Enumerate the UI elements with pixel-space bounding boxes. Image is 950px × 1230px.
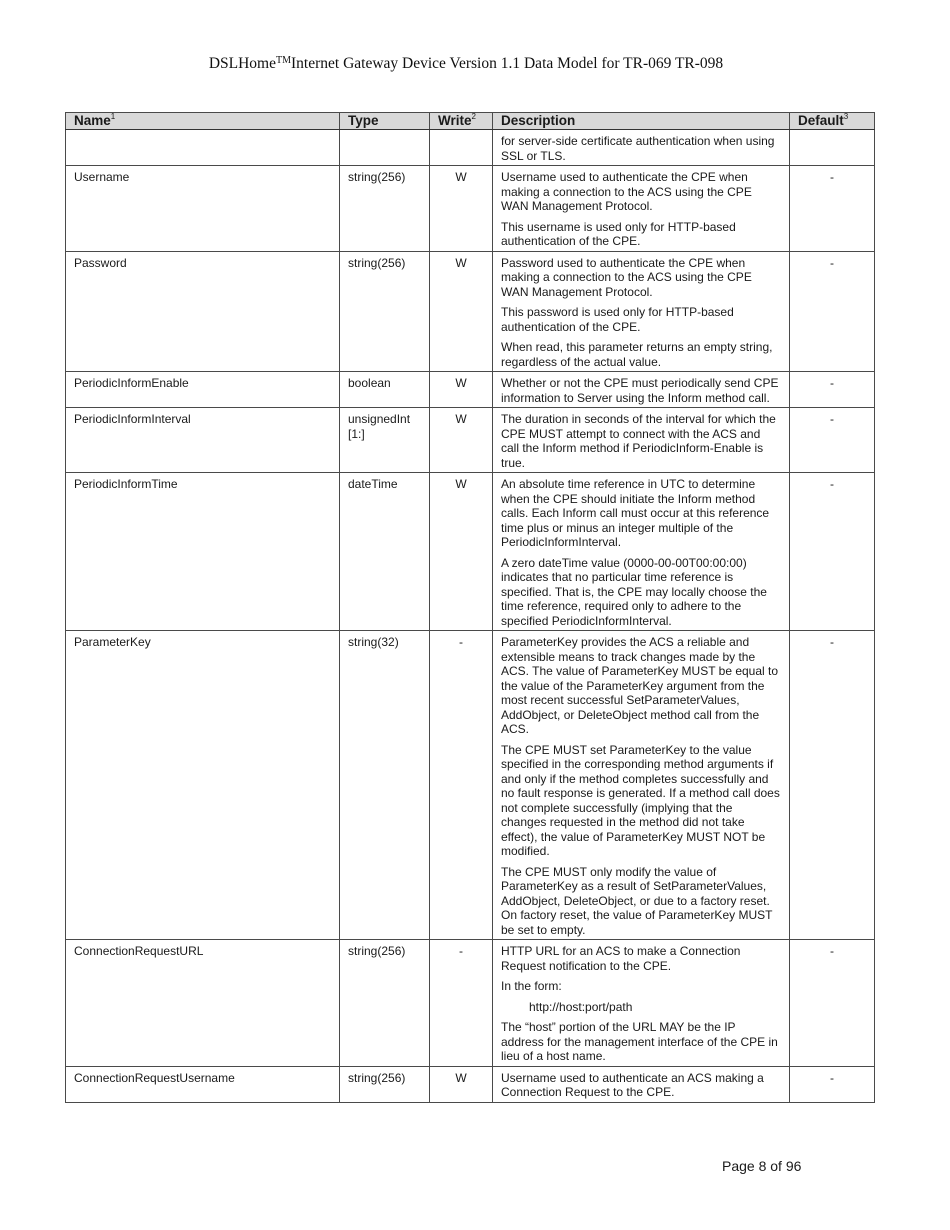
cell-description — [493, 631, 790, 940]
column-header-write: Write$^2$ — [430, 113, 493, 130]
cell-type: string(256) — [340, 940, 430, 1067]
table-row — [66, 1066, 875, 1102]
cell-default: - — [790, 251, 875, 372]
cell-write: W — [430, 251, 493, 372]
cell-name: ParameterKey — [66, 631, 340, 940]
cell-type — [340, 130, 430, 166]
cell-type: string(256) — [340, 1066, 430, 1102]
cell-description — [493, 372, 790, 408]
column-header-type: Type — [340, 113, 430, 130]
description-paragraph: HTTP URL for an ACS to make a Connection Request notification to the CPE. — [501, 944, 741, 973]
description-paragraph: The CPE MUST only modify the value of ParameterKey as a result of SetParameterValues, AddObject, DeleteObject, or due to a factory reset. On factory reset, the value of ParameterKey MUST be set to empty. — [501, 864, 773, 937]
cell-description — [493, 473, 790, 631]
table-row — [66, 166, 875, 252]
parameter-table — [65, 112, 875, 1103]
footnote-marker: 2 — [471, 112, 476, 121]
cell-type: dateTime — [340, 473, 430, 631]
trademark-mark: TM — [276, 55, 291, 66]
cell-name — [66, 130, 340, 166]
cell-description — [493, 166, 790, 252]
cell-name: ConnectionRequestURL — [66, 940, 340, 1067]
cell-write: W — [430, 408, 493, 473]
cell-write: W — [430, 473, 493, 631]
cell-write: - — [430, 940, 493, 1067]
description-paragraph: Username used to authenticate an ACS making a Connection Request to the CPE. — [501, 1070, 764, 1099]
table-row — [66, 940, 875, 1067]
cell-type: string(32) — [340, 631, 430, 940]
column-header-name: Name$^1$ — [66, 113, 340, 130]
description-paragraph: The “host” portion of the URL MAY be the IP address for the management interface of the CPE in lieu of a host name. — [501, 1020, 778, 1063]
cell-write: W — [430, 372, 493, 408]
table-row — [66, 408, 875, 473]
cell-default: - — [790, 372, 875, 408]
cell-description — [493, 1066, 790, 1102]
description-paragraph: An absolute time reference in UTC to determine when the CPE should initiate the Inform method calls. Each Inform call must occur at this reference time plus or minus an integer multiple of the PeriodicInformInterval. — [501, 477, 770, 549]
description-paragraph: A zero dateTime value (0000-00-00T00:00:00) indicates that no particular time reference is specified. That is, the CPE may locally choose the time reference, required only to adhere to the specified PeriodicInformInterval. — [501, 555, 767, 628]
cell-type: string(256) — [340, 251, 430, 372]
cell-name: PeriodicInformInterval — [66, 408, 340, 473]
header-brand: DSLHome — [208, 55, 276, 72]
description-paragraph: This password is used only for HTTP-based authentication of the CPE. — [501, 305, 734, 334]
footnote-marker: 3 — [843, 112, 849, 121]
cell-default: - — [790, 408, 875, 473]
description-paragraph: Username used to authenticate the CPE when making a connection to the ACS using the CPE WAN Management Protocol. — [501, 170, 752, 213]
table-row — [66, 372, 875, 408]
cell-description — [493, 408, 790, 473]
table-body — [66, 130, 875, 1103]
description-paragraph: Password used to authenticate the CPE when making a connection to the ACS using the CPE WAN Management Protocol. — [501, 255, 752, 299]
header-title: Internet Gateway Device Version 1.1 Data Model for TR-069 TR-098 — [291, 55, 724, 72]
page-number: Page 8 of 96 — [722, 1158, 802, 1174]
cell-name: ConnectionRequestUsername — [66, 1066, 340, 1102]
cell-name: PeriodicInformEnable — [66, 372, 340, 408]
column-header-description: Description — [493, 113, 790, 130]
cell-name: Password — [66, 251, 340, 372]
description-paragraph: When read, this parameter returns an empty string, regardless of the actual value. — [501, 340, 773, 369]
cell-write: - — [430, 631, 493, 940]
table-header-row — [66, 113, 875, 130]
cell-default: - — [790, 631, 875, 940]
cell-description — [493, 251, 790, 372]
description-paragraph: ParameterKey provides the ACS a reliable and extensible means to track changes made by the ACS. The value of ParameterKey MUST be equal to the value of the ParameterKey argument from the most recent successful SetParameterValues, AddObject, or DeleteObject method call from the ACS. — [501, 635, 779, 736]
cell-default: - — [790, 473, 875, 631]
description-paragraph: The duration in seconds of the interval for which the CPE MUST attempt to connect with the ACS and call the Inform method if PeriodicInform-Enable is true. — [501, 412, 776, 470]
cell-name: Username — [66, 166, 340, 252]
description-paragraph: Whether or not the CPE must periodically send CPE information to Server using the Inform method call. — [501, 376, 779, 405]
cell-default: - — [790, 1066, 875, 1102]
description-paragraph: This username is used only for HTTP-based authentication of the CPE. — [501, 219, 736, 248]
column-header-default: Default$^3$ — [790, 113, 875, 130]
cell-default — [790, 130, 875, 166]
cell-type: boolean — [340, 372, 430, 408]
cell-type: string(256) — [340, 166, 430, 252]
description-paragraph: for server-side certificate authentication when using SSL or TLS. — [501, 134, 775, 163]
description-paragraph: The CPE MUST set ParameterKey to the value specified in the corresponding method arguments if and only if the method completes successfully and no fault response is generated. If a method call does not complete successfully (implying that the changes requested in the method did not take effect), the value of ParameterKey MUST NOT be modified. — [501, 742, 780, 858]
cell-write — [430, 130, 493, 166]
footnote-marker: 1 — [110, 112, 116, 121]
description-paragraph: In the form: — [501, 979, 562, 993]
table-row — [66, 631, 875, 940]
document-header — [0, 55, 932, 73]
cell-name: PeriodicInformTime — [66, 473, 340, 631]
table-row-continuation — [66, 130, 875, 166]
cell-type: unsignedInt [1:] — [340, 408, 430, 473]
cell-write: W — [430, 166, 493, 252]
cell-default: - — [790, 166, 875, 252]
cell-default: - — [790, 940, 875, 1067]
cell-description — [493, 940, 790, 1067]
cell-description — [493, 130, 790, 166]
table-row — [66, 473, 875, 631]
description-paragraph: http://host:port/path — [529, 999, 633, 1014]
cell-write: W — [430, 1066, 493, 1102]
table-row — [66, 251, 875, 372]
